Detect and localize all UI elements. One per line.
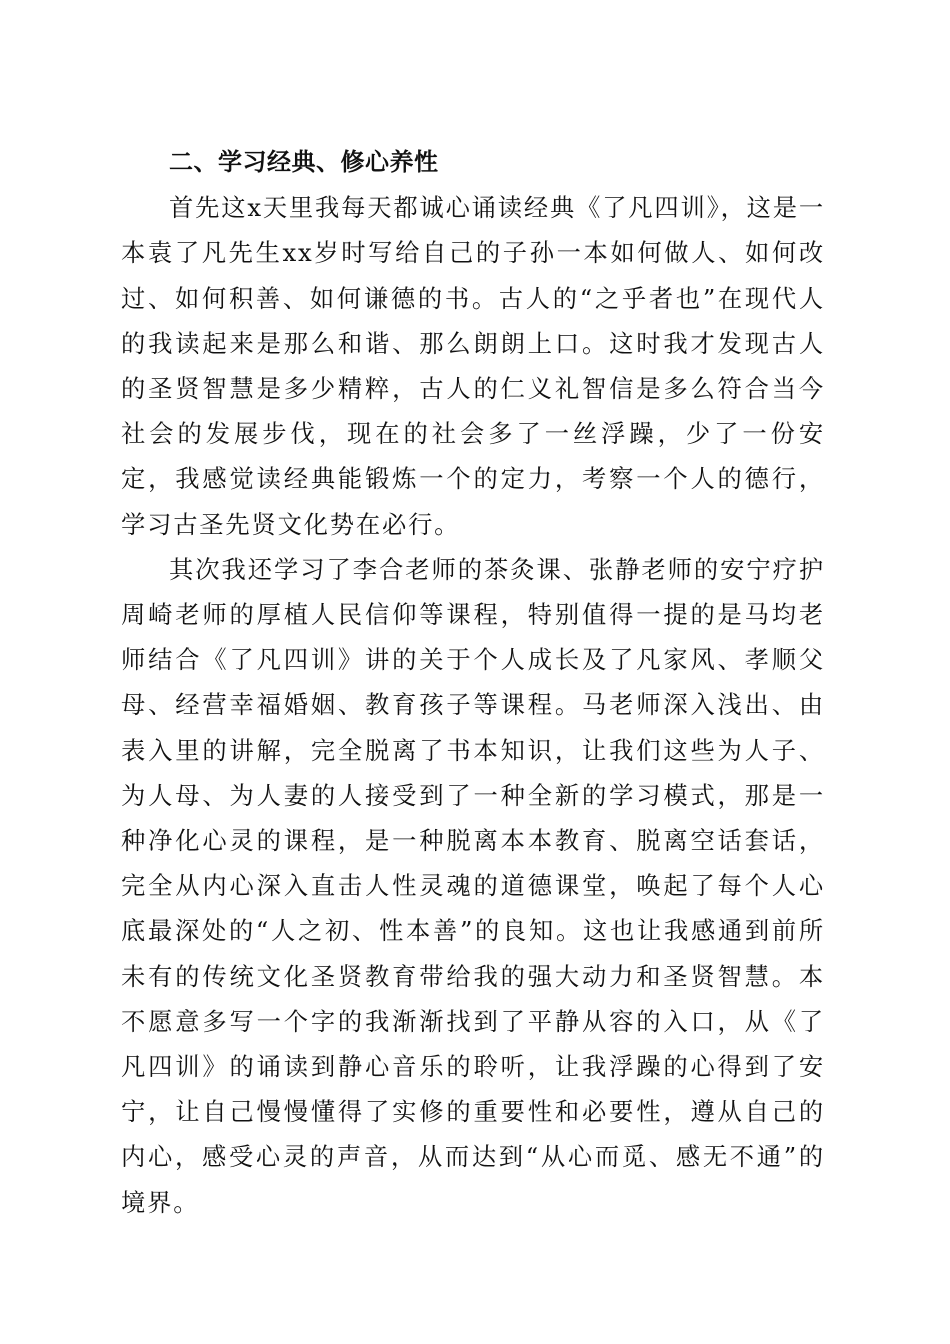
paragraph-1: 首先这x天里我每天都诚心诵读经典《了凡四训》，这是一本袁了凡先生xx岁时写给自己的子孙一本如何做人、如何改过、如何积善、如何谦德的书。古人的“之乎者也”在现代人的我读起来是那么和谐、那么朗朗上口。这时我才发现古人的圣贤智慧是多少精粹，古人的仁义礼智信是多么符合当今社会的发展步伐，现在的社会多了一丝浮躁，少了一份安定，我感觉读经典能锻炼一个的定力，考察一个人的德行，学习古圣先贤文化势在必行。 [121, 193, 825, 539]
section-heading: 二、学习经典、修心养性 [169, 148, 439, 176]
paragraph-2: 其次我还学习了李合老师的茶灸课、张静老师的安宁疗护周崎老师的厚植人民信仰等课程，特别值得一提的是马均老师结合《了凡四训》讲的关于个人成长及了凡家风、孝顺父母、经营幸福婚姻、教育孩子等课程。马老师深入浅出、由表入里的讲解，完全脱离了书本知识，让我们这些为人子、为人母、为人妻的人接受到了一种全新的学习模式，那是一种净化心灵的课程，是一种脱离本本教育、脱离空话套话，完全从内心深入直击人性灵魂的道德课堂，唤起了每个人心底最深处的“人之初、性本善”的良知。这也让我感通到前所未有的传统文化圣贤教育带给我的强大动力和圣贤智慧。本不愿意多写一个字的我渐渐找到了平静从容的入口，从《了凡四训》的诵读到静心音乐的聆听，让我浮躁的心得到了安宁，让自己慢慢懂得了实修的重要性和必要性，遵从自己的内心，感受心灵的声音，从而达到“从心而觅、感无不通”的境界。 [121, 554, 825, 1217]
document-body [121, 140, 825, 1225]
